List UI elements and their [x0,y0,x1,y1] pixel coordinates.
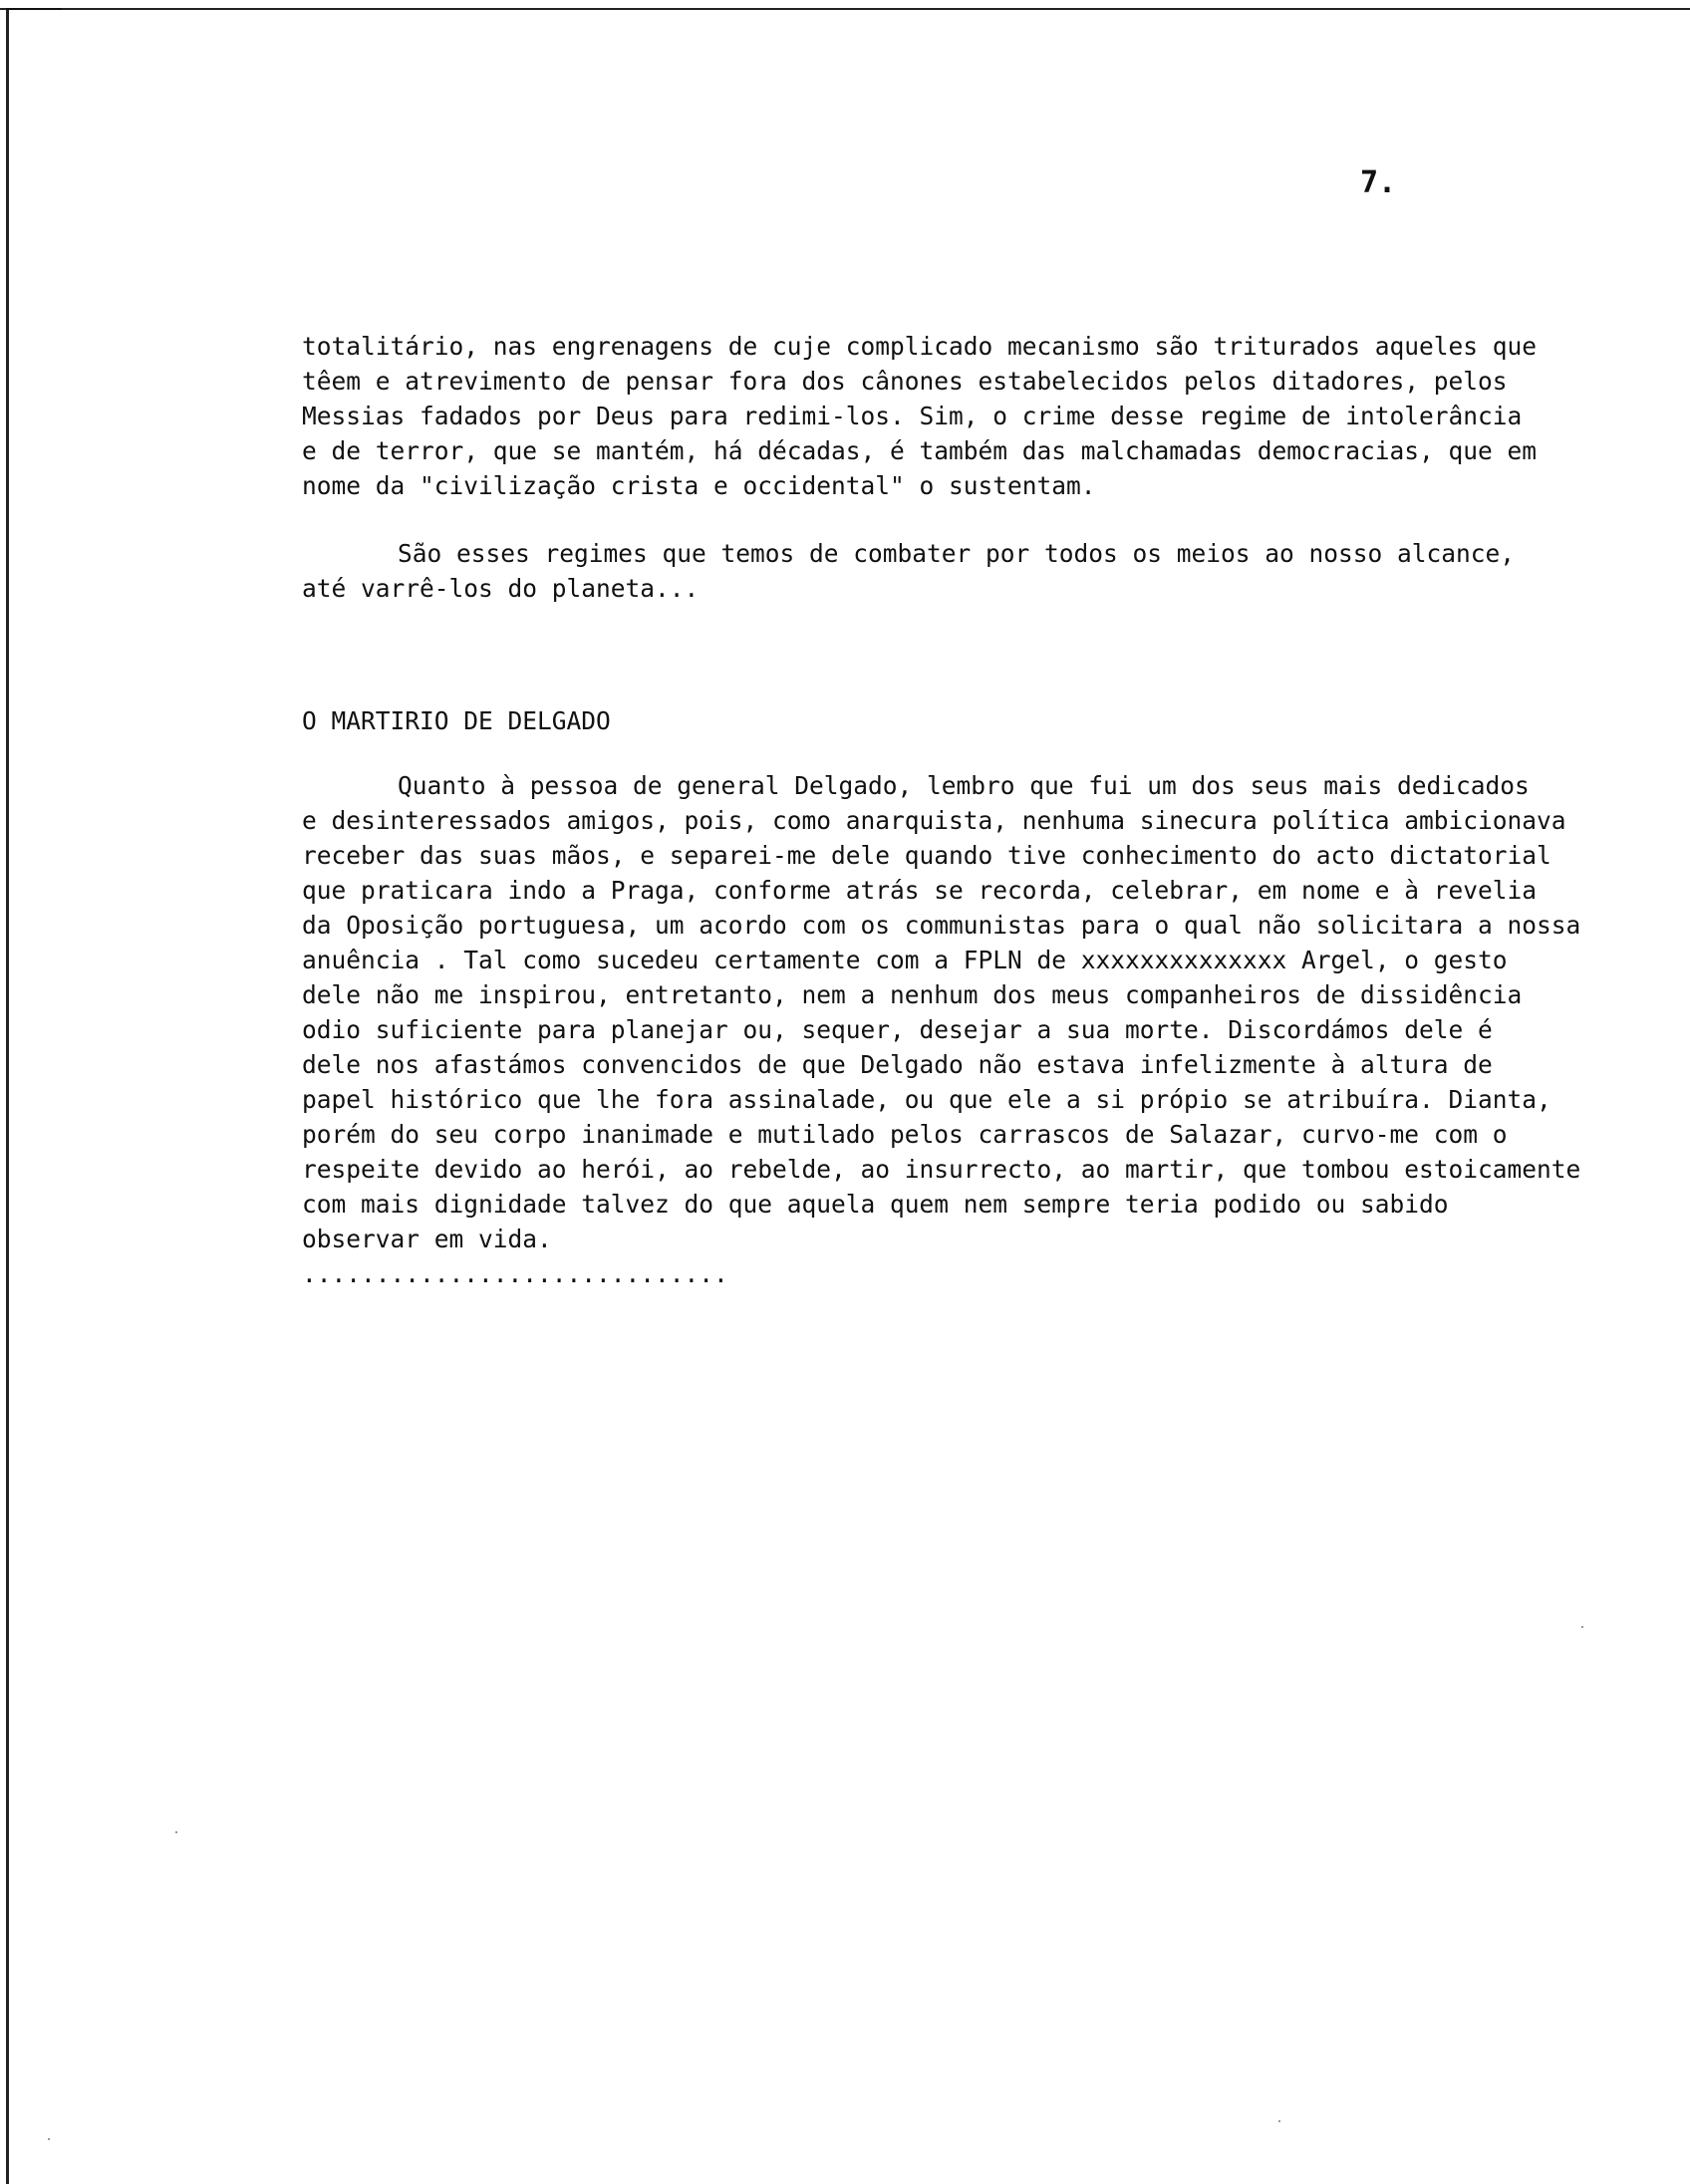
page-corner-mark [6,8,62,10]
paragraph-line: observar em vida. [302,1225,552,1253]
paragraph-line: com mais dignidade talvez do que aquela quem nem sempre teria podido ou sabido [302,1190,1449,1219]
paragraph-line: e de terror, que se mantém, há décadas, é também das malchamadas democracias, que em [302,436,1538,465]
paragraph-line: Quanto à pessoa de general Delgado, lembro que fui um dos seus mais dedicados [398,771,1530,800]
paragraph-line: São esses regimes que temos de combater por todos os meios ao nosso alcance, [398,539,1516,568]
paragraph-line: têem e atrevimento de pensar fora dos cânones estabelecidos pelos ditadores, pelos [302,367,1508,396]
scan-speck [1278,2120,1280,2122]
paragraph-line: anuência . Tal como sucedeu certamente com a FPLN de xxxxxxxxxxxxxx Argel, o gesto [302,946,1508,974]
paragraph-line: odio suficiente para planejar ou, sequer, desejar a sua morte. Discordámos dele é [302,1015,1493,1044]
paragraph-line: totalitário, nas engrenagens de cuje complicado mecanismo são triturados aqueles que [302,332,1538,361]
paragraph-2 [302,536,1637,606]
paragraph-line: nome da "civilização crista e occidental" o sustentam. [302,471,1096,500]
page-left-edge [6,8,9,2184]
paragraph-1 [302,329,1637,503]
paragraph-line: que praticara indo a Praga, conforme atrás se recorda, celebrar, em nome e à revelia [302,876,1538,905]
paragraph-line: e desinteressados amigos, pois, como anarquista, nenhuma sinecura política ambicionava [302,806,1566,835]
page-top-edge [0,8,1690,10]
paragraph-line: porém do seu corpo inanimade e mutilado pelos carrascos de Salazar, curvo-me com o [302,1120,1508,1149]
scan-speck [1581,1626,1583,1628]
paragraph-3 [302,768,1637,1291]
paragraph-line: Messias fadados por Deus para redimi-los. Sim, o crime desse regime de intolerância [302,402,1523,430]
dotted-separator: ............................. [302,1259,728,1288]
scan-speck [48,2138,50,2140]
paragraph-line: receber das suas mãos, e separei-me dele quando tive conhecimento do acto dictatorial [302,841,1551,870]
paragraph-line: dele não me inspirou, entretanto, nem a nenhum dos meus companheiros de dissidência [302,980,1523,1009]
paragraph-line: até varrê-los do planeta... [302,574,700,603]
section-heading: O MARTIRIO DE DELGADO [302,706,611,735]
paragraph-line: papel histórico que lhe fora assinalade, ou que ele a si própio se atribuíra. Dianta, [302,1085,1551,1114]
paragraph-line: dele nos afastámos convencidos de que Delgado não estava infelizmente à altura de [302,1050,1493,1079]
paragraph-line: respeite devido ao herói, ao rebelde, ao insurrecto, ao martir, que tombou estoicamente [302,1155,1581,1184]
page-number: 7. [1360,165,1397,200]
paragraph-line: da Oposição portuguesa, um acordo com os communistas para o qual não solicitara a nossa [302,911,1581,940]
scan-speck [175,1831,177,1833]
